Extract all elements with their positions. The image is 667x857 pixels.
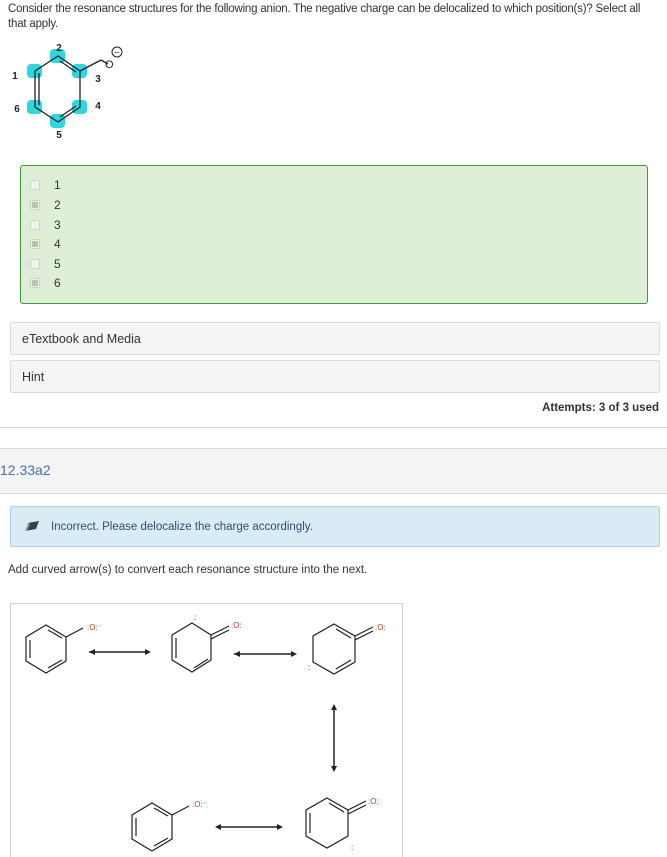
feedback-banner — [10, 506, 660, 547]
option-label-6: 6 — [54, 275, 61, 290]
option-6[interactable] — [30, 273, 61, 292]
structure-4-oxygen: :O: — [368, 797, 379, 806]
option-label-3: 3 — [54, 217, 61, 232]
position-label-4: 4 — [95, 101, 101, 112]
structure-2-oxygen: :O: — [231, 621, 242, 630]
option-label-1: 1 — [54, 177, 61, 192]
feedback-message: Incorrect. Please delocalize the charge accordingly. — [51, 521, 313, 533]
resonance-structures — [11, 604, 402, 857]
oxygen-label: O — [105, 59, 114, 71]
structure-1-oxygen: :O:⁻ — [87, 623, 102, 632]
checkbox-5[interactable] — [30, 259, 40, 269]
option-3[interactable] — [30, 215, 61, 234]
structure-4 — [306, 798, 366, 848]
instruction-text: Add curved arrow(s) to convert each resonance structure into the next. — [8, 564, 368, 576]
structure-3-lone-pair: : — [308, 663, 311, 672]
phenoxide-molecule — [5, 38, 145, 148]
option-1[interactable] — [30, 175, 61, 194]
part-title[interactable]: 12.33a2 — [0, 462, 51, 478]
option-5[interactable] — [30, 254, 61, 273]
ring-bonds — [35, 56, 108, 122]
position-label-1: 1 — [12, 71, 18, 82]
structure-2 — [172, 623, 229, 672]
structure-2-lone-pair: : — [194, 613, 197, 622]
structure-5 — [132, 803, 189, 851]
structure-5-oxygen: :O:⁻ — [192, 800, 207, 809]
option-label-4: 4 — [54, 236, 61, 251]
structure-4-lone-pair: : — [351, 843, 354, 852]
arrow-4-5 — [215, 824, 283, 830]
part-header — [0, 448, 667, 494]
section-divider — [0, 427, 667, 428]
position-label-3: 3 — [95, 74, 101, 85]
position-label-6: 6 — [14, 104, 20, 115]
checkbox-4[interactable] — [30, 239, 40, 249]
structure-3 — [313, 624, 373, 674]
question-text: Consider the resonance structures for the following anion. The negative charge can be delocalized to which position(s)? Select all that apply. — [8, 3, 641, 30]
checkbox-3[interactable] — [30, 220, 40, 230]
hint-button[interactable]: Hint — [10, 360, 660, 393]
attempts-counter: Attempts: 3 of 3 used — [542, 402, 659, 414]
structure-3-oxygen: :O: — [375, 623, 386, 632]
structure-1 — [26, 625, 83, 673]
option-label-5: 5 — [54, 256, 61, 271]
charge-symbol: − — [114, 47, 120, 58]
checkbox-6[interactable] — [30, 278, 40, 288]
position-label-2: 2 — [56, 43, 62, 54]
checkbox-1[interactable] — [30, 180, 40, 190]
delocalization-highlights — [27, 49, 87, 128]
arrow-1-2 — [89, 649, 151, 655]
pencil-icon — [23, 519, 41, 533]
etextbook-button[interactable]: eTextbook and Media — [10, 322, 660, 355]
option-2[interactable] — [30, 195, 61, 214]
option-label-2: 2 — [54, 197, 61, 212]
arrow-3-4 — [331, 704, 337, 772]
position-label-5: 5 — [56, 130, 62, 141]
resonance-drawing-canvas[interactable] — [10, 603, 403, 857]
arrow-2-3 — [234, 651, 297, 657]
checkbox-2[interactable] — [30, 200, 40, 210]
option-4[interactable] — [30, 234, 61, 253]
answer-options-box — [20, 165, 648, 304]
